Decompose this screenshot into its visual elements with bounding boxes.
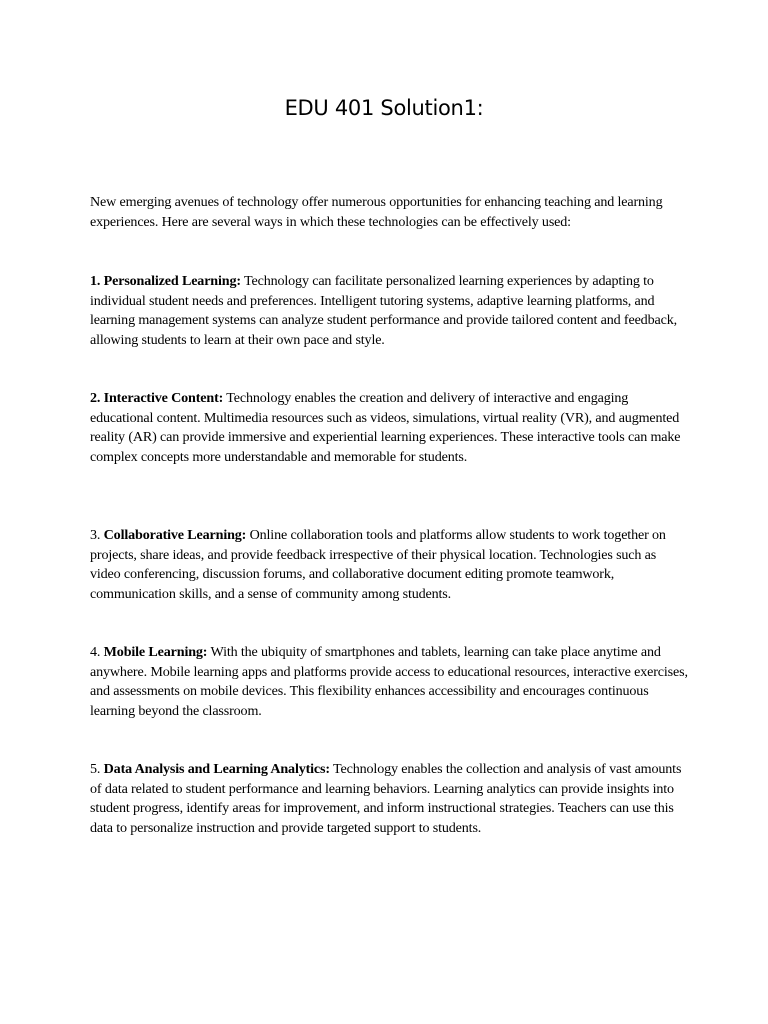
point-number: 5. <box>90 761 101 777</box>
point-interactive-content <box>90 389 690 467</box>
point-personalized-learning <box>90 272 690 350</box>
point-mobile-learning <box>90 643 690 721</box>
point-text: Technology can facilitate personalized learning experiences by adapting to individual student needs and preferences. Intelligent tutoring systems, adaptive learning platforms, and learning management systems can analyze student performance and provide tailored content and feedback, allowing students to learn at their own pace and style. <box>90 273 677 348</box>
point-text: Technology enables the collection and analysis of vast amounts of data related to student performance and learning behaviors. Learning analytics can provide insights into student progress, identify areas for improvement, and inform instructional strategies. Teachers can use this data to personalize instruction and provide targeted support to students. <box>90 761 682 836</box>
point-number: 4. <box>90 644 101 660</box>
point-heading: Mobile Learning: <box>103 644 208 660</box>
point-text: With the ubiquity of smartphones and tablets, learning can take place anytime and anywhere. Mobile learning apps and platforms provide access to educational resources, interactive exercises, and assessments on mobile devices. This flexibility enhances accessibility and encourages continuous learning beyond the classroom. <box>90 644 688 719</box>
point-text: Technology enables the creation and delivery of interactive and engaging educational content. Multimedia resources such as videos, simulations, virtual reality (VR), and augmented reality (AR) can provide immersive and experiential learning experiences. These interactive tools can make complex concepts more understandable and memorable for students. <box>90 390 681 465</box>
point-number: 3. <box>90 527 101 543</box>
point-heading: Collaborative Learning: <box>103 527 247 543</box>
intro-paragraph: New emerging avenues of technology offer numerous opportunities for enhancing teaching and learning experiences. Here are several ways in which these technologies can be effectively used: <box>90 194 663 230</box>
point-collaborative-learning <box>90 526 690 604</box>
point-heading: Interactive Content: <box>103 390 224 406</box>
point-data-analysis <box>90 760 690 838</box>
point-heading: Data Analysis and Learning Analytics: <box>103 761 330 777</box>
point-number: 1. <box>90 273 101 289</box>
point-number: 2. <box>90 390 101 406</box>
point-heading: Personalized Learning: <box>103 273 241 289</box>
point-text: Online collaboration tools and platforms allow students to work together on projects, share ideas, and provide feedback irrespective of their physical location. Technologies such as video conferencing, discussion forums, and collaborative document editing promote teamwork, communication skills, and a sense of community among students. <box>90 527 666 602</box>
document-title: EDU 401 Solution1: <box>284 96 484 120</box>
